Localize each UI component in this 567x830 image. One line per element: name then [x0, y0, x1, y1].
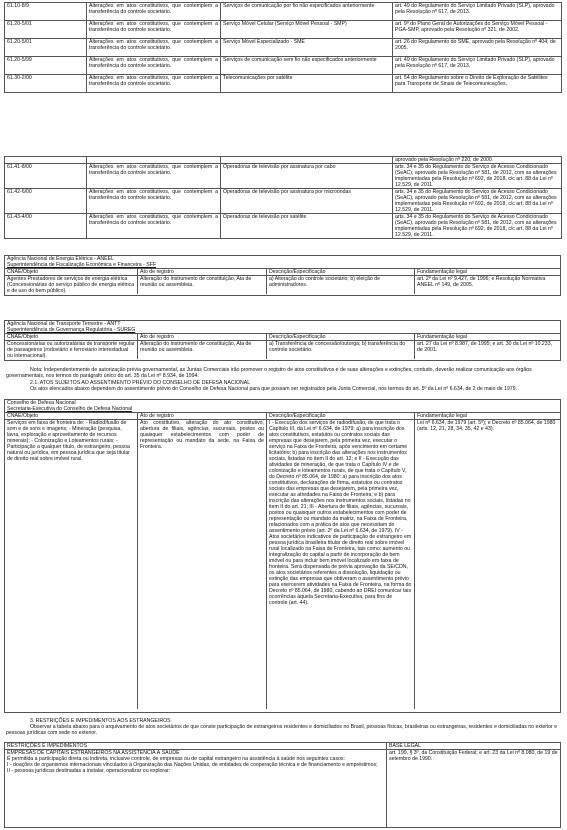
cdn-objeto-cell: Serviços em faixa de fronteira de: - Radiodifusão de som e de sons e imagens; - Mineração (pesquisa, lavra, exploração e aproveitamento de recursos minerais); - Colonização e Loteamentos rurais; - Participação a qualquer título, de estrangeiro, pessoa natural ou jurídica, em pessoa jurídica que seja titular de direito real sobre imóvel rural.: [7, 420, 130, 462]
antt-title: Agência Nacional de Transporte Terrestre - ANTT: [7, 321, 121, 327]
restrictions-data-row: EMPRESAS DE CAPITAIS ESTRANGEIROS NA ASSISTÊNCIA À SAÚDE É permitida a participação direta ou indireta, inclusive controle, de empresas ou de capital estrangeiro na assistência à saúde nos seguintes casos: I - doações de organismos internacionais vinculados à Organização das Nações Unidas, de entidades de cooperação técnica e de financiamento e empréstimos; II - pessoas jurídicas destinadas a instalar, operacionalizar ou explorar: art. 199, § 3º, da Constituição Federal; e art. 23 da Lei nº 8.080, de 19 de setembro de 1990.: [5, 749, 560, 828]
ato-cell: Alterações em atos constitutivos, que contemplem a transferência do controle societário.: [87, 3, 221, 21]
ato-cell: Alterações em atos constitutivos, que contemplem a transferência do controle societário.: [87, 57, 221, 75]
aneel-title: Agência Nacional de Energia Elétrica - ANEEL: [7, 256, 114, 262]
telecom-table: [4, 2, 562, 93]
code-cell: 61.30-2/00: [5, 75, 87, 93]
fund-cell: art. 26 do Regulamento do SME, aprovado pela Resolução nº 404, de 2005.: [393, 39, 562, 57]
code-cell: 61.41-8/00: [5, 164, 87, 189]
cdn-descricao-cell: I - Execução dos serviços de radiodifusão, de que trata o Capítulo III, da Lei nº 6.634, de 1979: a) para inscrição dos atos constitutivos, estatutos ou contratos sociais das empresas que desejarem, pela primeira vez, executar o serviço na Faixa de Fronteira, após vencimento em certame licitatório; b) para inscrição das alterações nos instrumentos sociais, listadas no item II do art. 12; e II - Execução das atividades de mineração, de que trata o Capítulo IV e de colonização e loteamentos rurais, de que trata o Capítulo V, do Decreto nº 85.064, de 1980: a) para inscrição dos atos constitutivos, declarações de firma, estatutos ou contratos sociais das empresas que desejarem, pela primeira vez, executar as atividades na Faixa de Fronteira; e b) para inscrição das alterações nos instrumentos sociais, listadas no item II do art. 21; III - Abertura de filiais, agências, sucursais, postos ou quaisquer outros estabelecimentos com poder de representação ou mandato da matriz, na Faixa de Fronteira, relacionados com a prática de atos que necessitam do assentimento prévio (art. 2º da Lei nº 6.634, de 1979). IV - Atos societários indicativos de participação de estrangeiro em pessoa jurídica brasileira titular de direito real sobre imóvel rural localizado na Faixa de Fronteira, tais como: aumento ou integralização do capital a partir de incorporação de bem imóvel ou para incluir bem imóvel localizado em faixa de fronteira. Será dispensada de prévia aprovação da SE/CDN, os atos societários referentes a dissolução, liquidação ou extinção das empresas que obtiveram o assentimento prévio para exercerem atividades na Faixa de Fronteira, na forma do Decreto nº 85.064, de 1980, cabendo ao DREI comunicar tais ocorrências àquela Secretaria-Executiva, para fins de controle (art. 44).: [266, 420, 414, 709]
cdn-table: [4, 399, 561, 713]
code-cell: 61.20-5/99: [5, 57, 87, 75]
aneel-subtitle: Superintendência de Fiscalização Econômica e Financeira - SFF: [7, 262, 157, 268]
cdn-header-row: CNAE/Objeto Ato de registro Descrição/Especificação Fundamentação legal: [5, 412, 560, 419]
desc-cell: Operadoras de televisão por satélite: [221, 214, 393, 239]
section-2-1-text: Os atos elencados abaixo dependem do assentimento prévio do Conselho de Defesa Nacional para que possam ser registrados pela Junta Comercial, nos termos do art. 5º da Lei nº 6.634, de 2 de maio de 1979.: [30, 386, 518, 392]
cdn-subtitle: Secretaria-Executiva do Conselho de Defesa Nacional: [7, 406, 133, 412]
table-row: [5, 75, 562, 93]
fund-cell: art. 9º do Plano Geral de Autorizações do Serviço Móvel Pessoal - PGA-SMP, aprovado pela Resolução nº 321, de 2002.: [393, 21, 562, 39]
cdn-title: Conselho de Defesa Nacional: [7, 400, 76, 406]
table-row: [5, 21, 562, 39]
antt-table: [4, 320, 561, 361]
ato-cell: Alterações em atos constitutivos, que contemplem a transferência do controle societário.: [87, 75, 221, 93]
fund-cell: arts. 34 e 35 do Regulamento do Serviço de Acesso Condicionado (SeAC), aprovado pela Resolução nº 581, de 2012, com as alterações implementadas pela Resolução nº 692, de 2018, c/c art. 88 da Lei nº 12.529, de 2011.: [393, 214, 562, 239]
cdn-ato-cell: Ato constitutivo, alteração do ato constitutivo, abertura de filiais, agências, sucursais, postos ou quaisquer estabelecimentos com poder de representação ou mandato da sede, na Faixa de Fronteira.: [137, 420, 266, 709]
table-row: [5, 3, 562, 21]
antt-header-row: CNAE/Objeto Ato de registro Descrição/Especificação Fundamentação legal: [5, 333, 560, 340]
fund-cell: art. 49 do Regulamento do Serviço Limitado Privado (SLP), aprovado pela Resolução nº 617, de 2013.: [393, 3, 562, 21]
desc-cell: Serviço Móvel Celular (Serviço Móvel Pessoal - SMP): [221, 21, 393, 39]
antt-data-row: Concessionárias ou autorizatárias de transporte regular de passageiros (rodoviário e ferroviário interestadual ou internacional). Alteração do instrumento de constituição, Ata de reunião ou assembleia. a) Transferência de concessão/outorga; b) transferência do controle societário. art. 27 da Lei nº 8.987, de 1995; e art. 30 da Lei nº 10.233, de 2001.: [5, 340, 560, 359]
cdn-data-row: [5, 419, 560, 709]
ato-cell: Alterações em atos constitutivos, que contemplem a transferência do controle societário.: [87, 39, 221, 57]
aneel-table: [4, 255, 561, 296]
ato-cell: Alterações em atos constitutivos, que contemplem a transferência do controle societário.: [87, 189, 221, 214]
table-row: [5, 189, 562, 214]
ato-cell: Alterações em atos constitutivos, que contemplem a transferência do controle societário.: [87, 214, 221, 239]
code-cell: 61.43-4/00: [5, 214, 87, 239]
fund-cell: arts. 34 e 35 do Regulamento do Serviço de Acesso Condicionado (SeAC), aprovado pela Resolução nº 581, de 2012, com as alterações implementadas pela Resolução nº 692, de 2018, c/c art. 88 da Lei nº 12.529, de 2011.: [393, 189, 562, 214]
table-row: [5, 57, 562, 75]
ato-cell: Alterações em atos constitutivos, que contemplem a transferência do controle societário.: [87, 164, 221, 189]
desc-cell: Serviço Móvel Especializado - SME: [221, 39, 393, 57]
section-2-1-heading: 2.1. ATOS SUJEITOS AO ASSENTIMENTO PRÉVIO DO CONSELHO DE DEFESA NACIONAL: [30, 380, 251, 386]
desc-cell: Operadoras de televisão por assinatura por cabo: [221, 164, 393, 189]
desc-cell: Serviços de comunicação por fio não especificados anteriormente: [221, 3, 393, 21]
ato-cell: Alterações em atos constitutivos, que contemplem a transferência do controle societário.: [87, 21, 221, 39]
fund-cell: art. 49 do Regulamento do Serviço Limitado Privado (SLP), aprovado pela Resolução nº 617, de 2013.: [393, 57, 562, 75]
section-3-text: Observar a tabela abaixo para o arquivamento de atos societários de que conste participação de estrangeiros residentes e domiciliados no Brasil, pessoas físicas, brasileiras ou estrangeiras, residentes e domiciliadas no exterior e pessoas jurídicas com sede no exterior.: [6, 724, 558, 736]
desc-cell: Telecomunicações por satélite: [221, 75, 393, 93]
table-row: [5, 164, 562, 189]
aneel-header-row: CNAE/Objeto Ato de registro Descrição/Especificação Fundamentação legal: [5, 268, 560, 275]
code-cell: 61.42-6/00: [5, 189, 87, 214]
fund-cell: art. 54 do Regulamento sobre o Direito de Exploração de Satélites para Transporte de Sinais de Telecomunicações,: [393, 75, 562, 93]
code-cell: 61.20-5/01: [5, 21, 87, 39]
desc-cell: Serviços de comunicação sem fio não especificados anteriormente: [221, 57, 393, 75]
desc-cell: Operadoras de televisão por assinatura por microondas: [221, 189, 393, 214]
telecom-table-continued: [4, 156, 562, 239]
restrictions-header-row: RESTRIÇÕES E IMPEDIMENTOS BASE LEGAL: [5, 743, 560, 749]
restrictions-table: [4, 742, 561, 828]
fund-cell: arts. 34 e 35 do Regulamento do Serviço de Acesso Condicionado (SeAC), aprovado pela Resolução nº 581, de 2012, com as alterações implementadas pela Resolução nº 692, de 2018, c/c art. 88 da Lei nº 12.529, de 2011.: [393, 164, 562, 189]
lead-cell: aprovado pela Resolução nº 220, de 2000.: [393, 157, 562, 164]
table-row: [5, 214, 562, 239]
section-3-heading: 3. RESTRIÇÕES E IMPEDIMENTOS AOS ESTRANGEIROS: [30, 718, 171, 724]
aneel-data-row: Agentes Prestadores de serviços de energia elétrica (Concessionárias do serviço público de energia elétrica e de uso do bem público). Alteração do instrumento de constituição, Ata de reunião ou assembleia. a) Alteração do controle societário; b) eleição de administradores. art. 2º da Lei nº 9.427, de 1996; e Resolução Normativa ANEEL nº 149, de 2005.: [5, 275, 560, 294]
table-row: [5, 39, 562, 57]
note-paragraph: Nota: Independentemente de autorização prévia governamental, as Juntas Comerciais irão promover o registro de atos constitutivos e de suas alterações e extinções, contudo, deverão realizar comunicação aos órgãos governamentais, nos termos do parágrafo único do art. 35 da Lei nº 8.934, de 1994.: [6, 367, 532, 379]
antt-subtitle: Superintendência de Governança Regulatória - SUREG: [7, 327, 136, 333]
code-cell: 61.10-8/9: [5, 3, 87, 21]
code-cell: 61.20-5/01: [5, 39, 87, 57]
cdn-fundamentacao-cell: Lei nº 6.634, de 1979 (art. 5º); e Decreto nº 85.064, de 1980 (arts. 12, 21, 28, 34, 35, 42 e 43).: [414, 420, 560, 709]
